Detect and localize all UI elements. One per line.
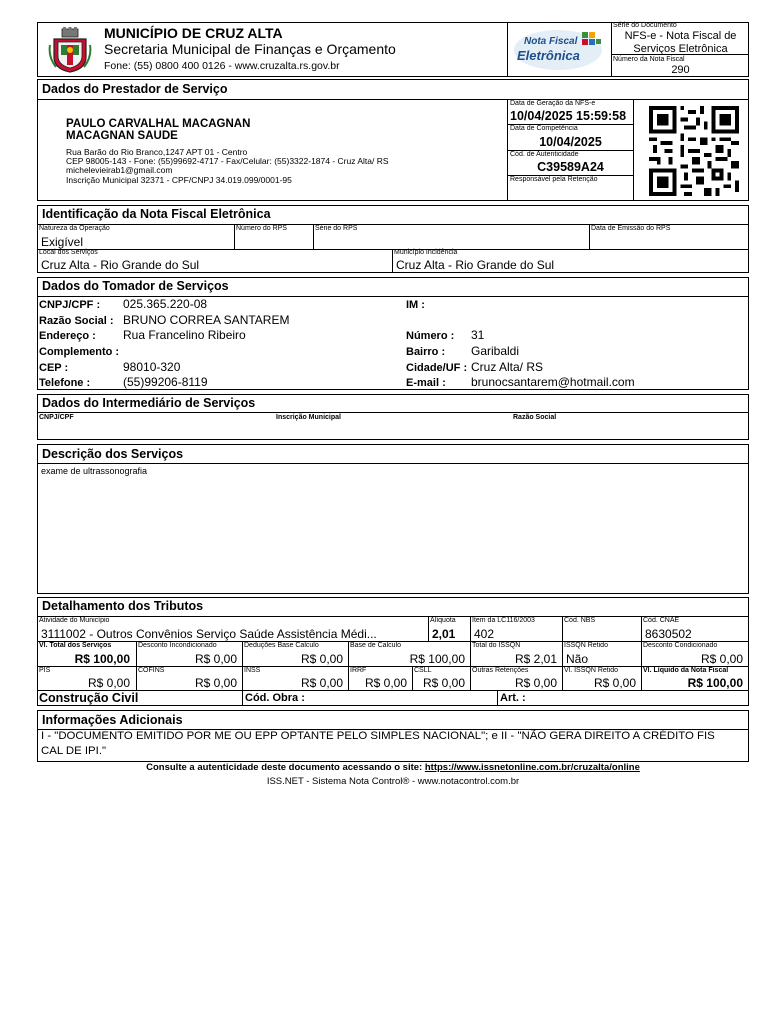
descricao-title-divider	[37, 463, 749, 464]
ident-col-3	[589, 224, 590, 249]
tomador-bairro-value: Garibaldi	[471, 344, 520, 358]
deducoes-value: R$ 0,00	[300, 652, 343, 666]
csll-label: CSLL	[414, 667, 432, 674]
desc-incond-label: Desconto Incondicionado	[138, 642, 217, 649]
vl-total-label: Vl. Total dos Serviços	[39, 642, 112, 649]
desc-cond-value: R$ 0,00	[700, 652, 743, 666]
tomador-title: Dados do Tomador de Serviços	[42, 279, 229, 293]
prestador-title-divider	[37, 99, 749, 100]
dates-divider-right	[633, 99, 634, 201]
intermediario-cnpj-label: CNPJ/CPF	[39, 414, 74, 421]
atividade-label: Atividade do Município	[39, 617, 110, 624]
cofins-label: COFINS	[138, 667, 165, 674]
pis-value: R$ 0,00	[87, 676, 130, 690]
prestador-email: michelevieirab1@gmail.com	[66, 165, 173, 175]
vl-liquido-value-text: R$ 100,00	[687, 676, 743, 690]
qr-code[interactable]	[648, 106, 740, 196]
ident-col-4	[392, 249, 393, 273]
prestador-inscricao: Inscrição Municipal 32371 - CPF/CNPJ 34.019.099/0001-95	[66, 175, 292, 185]
serie-value-line-2: Serviços Eletrônica	[633, 43, 728, 55]
tomador-complemento-label: Complemento :	[39, 346, 120, 358]
footer-consulte-text: Consulte a autenticidade deste documento acessando o site:	[146, 762, 423, 773]
inss-label: INSS	[244, 667, 261, 674]
vl-liquido-label: Vl. Líquido da Nota Fiscal	[643, 667, 729, 674]
aliquota-value: 2,01	[432, 627, 456, 641]
tomador-razao-label: Razão Social :	[39, 315, 114, 327]
csll-value: R$ 0,00	[422, 676, 465, 690]
footer-sistema: ISS.NET - Sistema Nota Control® - www.notacontrol.com.br	[266, 776, 520, 787]
vl-liquido-value	[642, 676, 743, 690]
natureza-label: Natureza da Operação	[39, 225, 110, 232]
informacoes-title: Informações Adicionais	[42, 713, 183, 727]
retencao-label: Responsável pela Retenção	[510, 176, 598, 183]
aliquota-label: Alíquota	[430, 617, 456, 624]
municipality-name: MUNICÍPIO DE CRUZ ALTA	[104, 25, 283, 41]
competencia-value: 10/04/2025	[539, 135, 602, 149]
issqn-retido-value: Não	[566, 652, 589, 666]
local-servicos-value: Cruz Alta - Rio Grande do Sul	[41, 258, 200, 272]
tomador-email-label: E-mail :	[406, 377, 446, 389]
emissao-rps-label: Data de Emissão do RPS	[591, 225, 671, 232]
municipio-incidencia-value: Cruz Alta - Rio Grande do Sul	[396, 258, 555, 272]
item-lc-value: 402	[474, 627, 495, 641]
tomador-endereco-label: Endereço :	[39, 330, 96, 342]
tomador-cnpj-value: 025.365.220-08	[123, 297, 208, 311]
logo-text-eletronica: Eletrônica	[517, 48, 580, 63]
informacoes-line-1: I - "DOCUMENTO EMITIDO POR ME OU EPP OPTANTE PELO SIMPLES NACIONAL"; e II - "NÃO GERA DIREITO A CRÉDITO FIS	[41, 730, 715, 742]
prestador-title: Dados do Prestador de Serviço	[42, 82, 228, 96]
prestador-cep-fone: CEP 98005-143 - Fone: (55)99692-4717 - Fax/Celular: (55)3322-1874 - Cruz Alta/ RS	[66, 156, 389, 166]
ident-col-1	[234, 224, 235, 249]
serie-label: Série do Documento	[613, 22, 677, 29]
intermediario-razao-label: Razão Social	[513, 414, 557, 421]
informacoes-line-2: CAL DE IPI."	[41, 745, 107, 757]
cnae-label: Cód. CNAE	[643, 617, 680, 624]
vl-issqn-retido-value: R$ 0,00	[593, 676, 636, 690]
intermediario-title-divider	[37, 412, 749, 413]
inss-value: R$ 0,00	[300, 676, 343, 690]
tomador-razao-value: BRUNO CORREA SANTAREM	[123, 313, 290, 327]
header-divider-1	[507, 22, 508, 77]
autenticidade-value: C39589A24	[537, 160, 604, 174]
tomador-cep-label: CEP :	[39, 362, 69, 374]
tomador-numero-label: Número :	[406, 330, 455, 342]
descricao-title: Descrição dos Serviços	[42, 447, 184, 461]
municipality-contact: Fone: (55) 0800 400 0126 - www.cruzalta.rs.gov.br	[104, 60, 340, 72]
vl-total-value: R$ 100,00	[74, 652, 130, 666]
tributos-row-3-divider	[37, 690, 749, 691]
tributos-title: Detalhamento dos Tributos	[42, 599, 204, 613]
desc-cond-label: Desconto Condicionado	[643, 642, 718, 649]
municipio-incidencia-label: Município Incidência	[394, 249, 458, 256]
intermediario-title: Dados do Intermediário de Serviços	[42, 396, 256, 410]
tomador-im-label: IM :	[406, 299, 425, 311]
tomador-numero-value: 31	[471, 328, 485, 342]
local-servicos-label: Local dos Serviços	[39, 249, 98, 256]
cofins-value: R$ 0,00	[194, 676, 237, 690]
prestador-endereco: Rua Barão do Rio Branco,1247 APT 01 - Centro	[66, 147, 248, 157]
vl-issqn-retido-label: Vl. ISSQN Retido	[564, 667, 619, 674]
art-label: Art. :	[500, 692, 526, 704]
issqn-retido-label: ISSQN Retido	[564, 642, 608, 649]
serie-value-line-1: NFS-e - Nota Fiscal de	[624, 30, 737, 42]
municipal-coat-of-arms-icon	[48, 27, 92, 73]
irrf-value: R$ 0,00	[364, 676, 407, 690]
tomador-email-value: brunocsantarem@hotmail.com	[471, 375, 635, 389]
tomador-cep-value: 98010-320	[123, 360, 181, 374]
outras-retencoes-value: R$ 0,00	[514, 676, 557, 690]
serie-rps-label: Série do RPS	[315, 225, 358, 232]
secretariat-name: Secretaria Municipal de Finanças e Orçamento	[104, 41, 396, 57]
tomador-endereco-value: Rua Francelino Ribeiro	[123, 328, 246, 342]
prestador-fantasia: MACAGNAN SAUDE	[66, 130, 178, 142]
numero-nota-value: 290	[671, 64, 690, 76]
tomador-bairro-label: Bairro :	[406, 346, 446, 358]
trib-r1-col-3	[562, 616, 563, 641]
desc-incond-value: R$ 0,00	[194, 652, 237, 666]
natureza-value: Exigível	[41, 235, 84, 249]
construcao-civil-label: Construção Civil	[39, 691, 139, 705]
tomador-cnpj-label: CNPJ/CPF :	[39, 299, 101, 311]
tomador-cidade-label: Cidade/UF :	[406, 362, 468, 374]
base-calculo-value: R$ 100,00	[409, 652, 465, 666]
trib-r1-col-4	[641, 616, 642, 641]
intermediario-inscricao-label: Inscrição Municipal	[276, 414, 341, 421]
geracao-value: 10/04/2025 15:59:58	[510, 109, 627, 123]
deducoes-label: Deduções Base Calculo	[244, 642, 319, 649]
item-lc-label: Item da LC116/2003	[472, 617, 535, 624]
descricao-text: exame de ultrassonografia	[41, 466, 148, 476]
ident-col-2	[313, 224, 314, 249]
trib-r1-col-1	[428, 616, 429, 641]
cnae-value: 8630502	[645, 627, 692, 641]
tomador-telefone-value: (55)99206-8119	[123, 375, 208, 389]
numero-nota-label: Número da Nota Fiscal	[613, 56, 685, 63]
trib-r1-col-2	[470, 616, 471, 641]
base-calculo-label: Base de Calculo	[350, 642, 401, 649]
cod-obra-label: Cód. Obra :	[245, 692, 305, 704]
nbs-label: Cód. NBS	[564, 617, 596, 624]
total-issqn-value: R$ 2,01	[514, 652, 557, 666]
identificacao-row-divider	[37, 249, 749, 250]
competencia-label: Data de Competência	[510, 125, 578, 132]
outras-retencoes-label: Outras Retenções	[472, 667, 529, 674]
autenticidade-label: Cód. de Autenticidade	[510, 151, 579, 158]
footer-consulte-link[interactable]: https://www.issnetonline.com.br/cruzalta/online	[424, 762, 640, 773]
total-issqn-label: Total do ISSQN	[472, 642, 521, 649]
irrf-label: IRRF	[350, 667, 367, 674]
footer-consulte	[37, 762, 749, 773]
pis-label: PIS	[39, 667, 51, 674]
numero-rps-label: Número do RPS	[236, 225, 287, 232]
prestador-nome: PAULO CARVALHAL MACAGNAN	[66, 118, 251, 130]
trib-r2-col-2	[242, 641, 243, 706]
geracao-label: Data de Geração da NFS-e	[510, 100, 596, 107]
tomador-cidade-value: Cruz Alta/ RS	[471, 360, 544, 374]
trib-r4-col-1	[497, 690, 498, 706]
tomador-telefone-label: Telefone :	[39, 377, 91, 389]
atividade-value: 3111002 - Outros Convênios Serviço Saúde Assistência Médi...	[41, 627, 377, 641]
identificacao-title: Identificação da Nota Fiscal Eletrônica	[42, 207, 271, 221]
logo-text-nota-fiscal: Nota Fiscal	[524, 36, 578, 47]
